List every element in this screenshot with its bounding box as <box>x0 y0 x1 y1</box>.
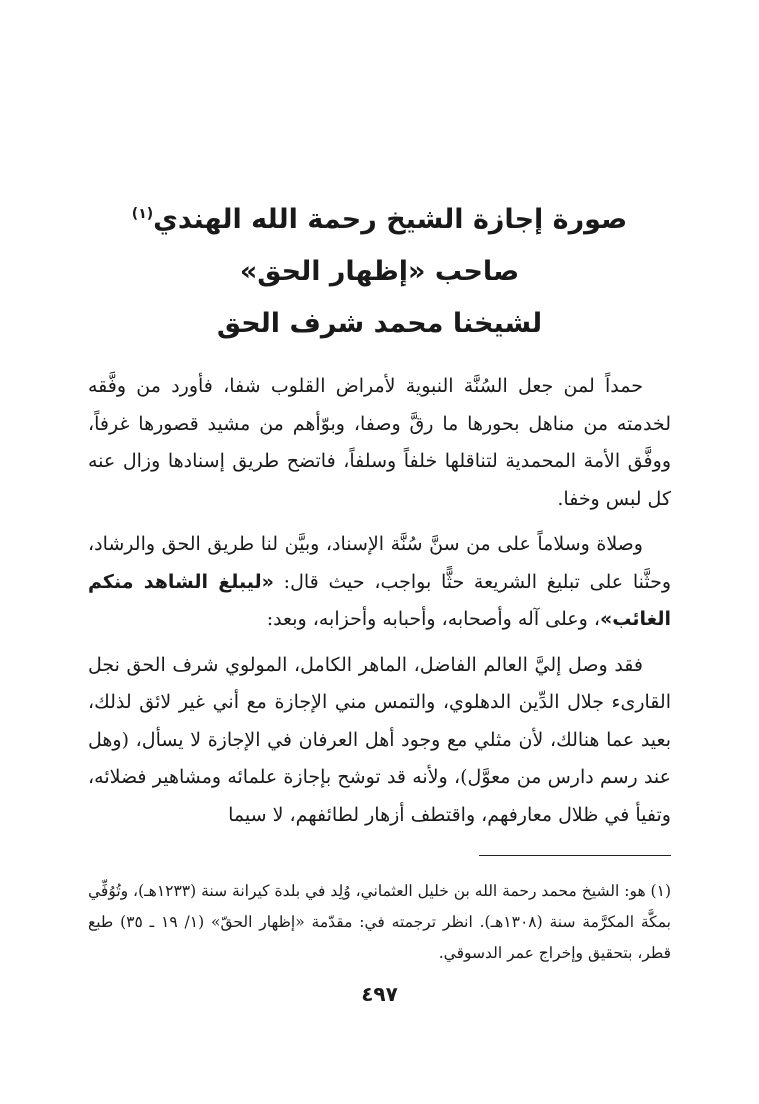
hadith-quote: «ليبلغ الشاهد منكم الغائب» <box>88 570 671 630</box>
body-text <box>88 368 671 842</box>
page-title <box>80 188 679 350</box>
title-line-1 <box>80 188 679 246</box>
page-number: ٤٩٧ <box>361 982 398 1006</box>
title-line-1-text: صورة إجازة الشيخ رحمة الله الهندي <box>153 204 628 235</box>
paragraph-2 <box>88 526 671 639</box>
title-line-3: لشيخنا محمد شرف الحق <box>216 308 543 339</box>
footnote-separator <box>479 855 671 856</box>
paragraph-1: حمداً لمن جعل السُنَّة النبوية لأمراض القلوب شفا، فأورد من وفَّقه لخدمته من مناهل بحورها ما رقَّ وصفا، وبوّأهم من مشيد قصورها غرفاً، ووفَّق الأمة المحمدية لتناقلها خلفاً وسلفاً، فاتضح طريق إسنادها وزال عنه كل لبس وخفا. <box>88 375 671 510</box>
footnote <box>88 876 671 969</box>
paragraph-3: فقد وصل إليَّ العالم الفاضل، الماهر الكامل، المولوي شرف الحق نجل القارىء جلال الدِّين الدهلوي، والتمس مني الإجازة مع أني غير لائق لذلك، بعيد عما هنالك، لأن مثلي مع وجود أهل العرفان في الإجازة لا يسأل، (وهل عند رسم دارس من معوَّل)، ولأنه قد توشح بإجازة علمائه ومشاهير فضلائه، وتفيأ في ظلال معارفهم، واقتطف أزهار لطائفهم، لا سيما <box>88 653 671 826</box>
paragraph-2-start: وصلاة وسلاماً على من سنَّ سُنَّة الإسناد، وبيَّن لنا طريق الحق والرشاد، وحثَّنا على تبليغ الشريعة حثًّا بواجب، حيث قال: <box>88 533 671 593</box>
footnote-text: (١) هو: الشيخ محمد رحمة الله بن خليل العثماني، وُلِد في بلدة كيرانة سنة (١٢٣٣هـ)، وتُوُفِّي بمكَّة المكرَّمة سنة (١٣٠٨هـ). انظر ترجمته في: مقدّمة «إظهار الحقّ» (١/ ١٩ ـ ٣٥) طبع قطر، بتحقيق وإخراج عمر الدسوقي. <box>88 882 671 962</box>
title-line-2: صاحب «إظهار الحق» <box>239 256 520 287</box>
footnote-marker[interactable]: (١) <box>131 206 154 222</box>
paragraph-2-end: ، وعلى آله وأصحابه، وأحبابه وأحزابه، وبعد: <box>266 608 600 630</box>
